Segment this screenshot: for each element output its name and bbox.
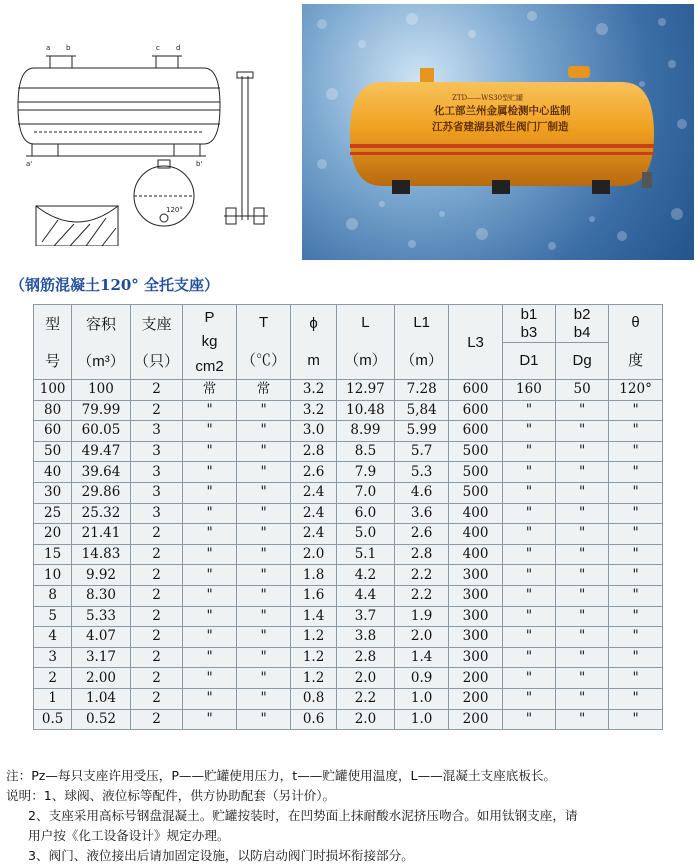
header-diameter: ϕ m <box>291 305 337 380</box>
section-heading: （钢筋混凝土120° 全托支座） <box>10 276 220 294</box>
table-cell: 29.86 <box>72 482 130 503</box>
table-cell: 14.83 <box>72 544 130 565</box>
drawing-label-a: a <box>46 44 51 52</box>
table-cell: 1.4 <box>291 606 337 627</box>
table-cell: 15 <box>34 544 72 565</box>
table-cell: 1.4 <box>395 647 449 668</box>
tank-technical-drawing <box>6 6 294 246</box>
table-cell: 2.4 <box>291 524 337 545</box>
table-cell: " <box>556 441 609 462</box>
table-cell: 21.41 <box>72 524 130 545</box>
table-cell: 5.3 <box>395 462 449 483</box>
table-cell: 7.9 <box>336 462 394 483</box>
table-cell: 2 <box>130 688 183 709</box>
table-cell: " <box>609 688 663 709</box>
table-cell: " <box>236 606 290 627</box>
table-cell: 500 <box>449 462 502 483</box>
drawing-label-d: d <box>176 44 181 52</box>
table-cell: 300 <box>449 606 502 627</box>
table-cell: 3.0 <box>291 421 337 442</box>
table-cell: " <box>236 462 290 483</box>
table-cell: " <box>183 482 237 503</box>
table-row <box>34 606 663 627</box>
table-row <box>34 647 663 668</box>
table-cell: 2.4 <box>291 482 337 503</box>
table-cell: 3 <box>130 441 183 462</box>
table-cell: 3 <box>34 647 72 668</box>
table-cell: 2 <box>130 606 183 627</box>
table-cell: 8.30 <box>72 585 130 606</box>
note-definitions: 注：Pz—每只支座许用受压，P——贮罐使用压力，t——贮罐使用温度，L——混凝土支座底板长。 <box>6 768 557 783</box>
table-cell: 300 <box>449 565 502 586</box>
table-cell: 3.7 <box>336 606 394 627</box>
table-cell: " <box>236 544 290 565</box>
table-cell: " <box>556 709 609 730</box>
table-cell: 6.0 <box>336 503 394 524</box>
table-cell: " <box>183 647 237 668</box>
table-cell: " <box>502 647 555 668</box>
table-cell: 1.04 <box>72 688 130 709</box>
table-cell: " <box>556 688 609 709</box>
table-cell: 3 <box>130 421 183 442</box>
table-cell: " <box>183 503 237 524</box>
table-cell: 常 <box>183 380 237 401</box>
drawing-label-a2: a' <box>26 160 33 168</box>
table-cell: " <box>609 627 663 648</box>
table-row <box>34 482 663 503</box>
table-cell: " <box>502 421 555 442</box>
table-cell: 25 <box>34 503 72 524</box>
table-cell: " <box>556 524 609 545</box>
header-temperature: T （℃） <box>236 305 290 380</box>
table-cell: " <box>183 688 237 709</box>
table-cell: " <box>556 647 609 668</box>
tank-label-line2: 江苏省建湖县派生阀门厂制造 <box>432 121 569 133</box>
table-cell: 100 <box>34 380 72 401</box>
table-cell: " <box>556 606 609 627</box>
table-cell: 2 <box>130 400 183 421</box>
table-cell: 8 <box>34 585 72 606</box>
header-d1: D1 <box>502 343 555 380</box>
table-row <box>34 585 663 606</box>
table-cell: 1.0 <box>395 709 449 730</box>
table-cell: 2 <box>130 647 183 668</box>
table-cell: 8.5 <box>336 441 394 462</box>
table-cell: " <box>609 585 663 606</box>
table-cell: 400 <box>449 524 502 545</box>
notes <box>6 766 696 866</box>
table-cell: 2 <box>130 585 183 606</box>
table-cell: 500 <box>449 482 502 503</box>
table-row <box>34 503 663 524</box>
table-cell: 2 <box>130 627 183 648</box>
table-cell: 2.0 <box>336 668 394 689</box>
table-cell: 2.0 <box>291 544 337 565</box>
table-cell: 1.8 <box>291 565 337 586</box>
table-cell: " <box>183 606 237 627</box>
table-cell: 2.4 <box>291 503 337 524</box>
table-cell: " <box>502 544 555 565</box>
table-cell: 7.0 <box>336 482 394 503</box>
table-row <box>34 421 663 442</box>
table-cell: 2.0 <box>395 627 449 648</box>
table-cell: " <box>236 524 290 545</box>
table-cell: " <box>183 421 237 442</box>
tank-photo <box>302 4 694 260</box>
table-cell: " <box>502 503 555 524</box>
table-cell: " <box>236 627 290 648</box>
table-cell: " <box>609 503 663 524</box>
table-cell: " <box>609 400 663 421</box>
table-cell: " <box>502 565 555 586</box>
table-cell: " <box>502 585 555 606</box>
table-cell: 2 <box>130 709 183 730</box>
table-cell: " <box>502 668 555 689</box>
table-cell: " <box>502 627 555 648</box>
table-cell: 500 <box>449 441 502 462</box>
note-item-3: 3、阀门、液位接出后请加固定设施，以防启动阀门时损坏衔接部分。 <box>28 848 414 863</box>
table-cell: " <box>556 565 609 586</box>
header-model: 型 号 <box>34 305 72 380</box>
table-cell: 40 <box>34 462 72 483</box>
table-cell: 4.6 <box>395 482 449 503</box>
table-cell: 1.0 <box>395 688 449 709</box>
table-cell: 8.99 <box>336 421 394 442</box>
table-cell: 2.8 <box>395 544 449 565</box>
table-cell: 0.5 <box>34 709 72 730</box>
table-cell: 2.0 <box>336 709 394 730</box>
table-cell: 2 <box>130 524 183 545</box>
table-row <box>34 668 663 689</box>
table-cell: 5.7 <box>395 441 449 462</box>
table-cell: 300 <box>449 627 502 648</box>
table-cell: 5.33 <box>72 606 130 627</box>
spec-table <box>33 304 663 730</box>
table-row <box>34 709 663 730</box>
table-cell: 5,84 <box>395 400 449 421</box>
table-cell: " <box>556 503 609 524</box>
table-cell: 3.2 <box>291 400 337 421</box>
table-cell: 4.07 <box>72 627 130 648</box>
table-cell: 1.9 <box>395 606 449 627</box>
table-cell: " <box>556 544 609 565</box>
table-cell: 10 <box>34 565 72 586</box>
table-cell: " <box>556 482 609 503</box>
table-cell: 300 <box>449 647 502 668</box>
table-cell: " <box>236 565 290 586</box>
table-cell: " <box>236 668 290 689</box>
table-cell: 79.99 <box>72 400 130 421</box>
table-row <box>34 544 663 565</box>
table-cell: " <box>502 606 555 627</box>
table-cell: " <box>609 441 663 462</box>
table-cell: " <box>183 668 237 689</box>
header-supports: 支座 （只） <box>130 305 183 380</box>
header-volume: 容积 （m³） <box>72 305 130 380</box>
table-cell: " <box>502 688 555 709</box>
table-cell: 2.6 <box>395 524 449 545</box>
table-cell: " <box>502 462 555 483</box>
table-cell: 3.17 <box>72 647 130 668</box>
table-cell: 2.6 <box>291 462 337 483</box>
table-cell: " <box>609 565 663 586</box>
table-cell: " <box>609 606 663 627</box>
table-cell: 12.97 <box>336 380 394 401</box>
table-cell: " <box>183 627 237 648</box>
table-cell: " <box>609 647 663 668</box>
header-theta: θ 度 <box>609 305 663 380</box>
header-length: L （m） <box>336 305 394 380</box>
drawing-label-b2: b' <box>196 160 203 168</box>
table-cell: 9.92 <box>72 565 130 586</box>
table-cell: " <box>183 544 237 565</box>
table-cell: " <box>183 524 237 545</box>
drawing-label-b: b <box>66 44 71 52</box>
table-cell: 25.32 <box>72 503 130 524</box>
table-row <box>34 565 663 586</box>
table-cell: " <box>183 400 237 421</box>
table-cell: " <box>502 524 555 545</box>
table-cell: " <box>502 400 555 421</box>
table-row <box>34 627 663 648</box>
table-cell: 2.8 <box>336 647 394 668</box>
table-cell: 3.6 <box>395 503 449 524</box>
table-cell: 1 <box>34 688 72 709</box>
table-cell: 200 <box>449 688 502 709</box>
header-dg: Dg <box>556 343 609 380</box>
table-cell: 2.8 <box>291 441 337 462</box>
table-cell: 3.2 <box>291 380 337 401</box>
table-cell: 100 <box>72 380 130 401</box>
table-cell: 160 <box>502 380 555 401</box>
table-cell: " <box>502 709 555 730</box>
table-cell: 3 <box>130 462 183 483</box>
table-cell: 0.52 <box>72 709 130 730</box>
table-cell: " <box>556 668 609 689</box>
table-cell: " <box>183 585 237 606</box>
table-cell: 4 <box>34 627 72 648</box>
drawing-label-c: c <box>156 44 160 52</box>
table-row <box>34 400 663 421</box>
table-cell: " <box>609 482 663 503</box>
table-cell: " <box>609 709 663 730</box>
table-cell: " <box>183 565 237 586</box>
table-cell: 1.2 <box>291 668 337 689</box>
table-cell: " <box>502 482 555 503</box>
table-cell: " <box>236 482 290 503</box>
table-cell: 200 <box>449 709 502 730</box>
table-cell: 10.48 <box>336 400 394 421</box>
tank-model-text: ZTD——WS30型贮罐 <box>452 94 524 102</box>
table-cell: " <box>236 400 290 421</box>
table-row <box>34 441 663 462</box>
table-cell: 600 <box>449 380 502 401</box>
table-cell: " <box>502 441 555 462</box>
table-cell: " <box>236 688 290 709</box>
table-cell: 60 <box>34 421 72 442</box>
table-cell: 2 <box>130 668 183 689</box>
table-cell: " <box>556 421 609 442</box>
table-cell: 1.6 <box>291 585 337 606</box>
table-cell: " <box>236 647 290 668</box>
table-cell: 4.4 <box>336 585 394 606</box>
table-cell: 0.9 <box>395 668 449 689</box>
table-cell: 0.6 <box>291 709 337 730</box>
tank-illustration <box>302 4 694 260</box>
table-cell: 4.2 <box>336 565 394 586</box>
table-cell: " <box>556 462 609 483</box>
table-cell: " <box>556 627 609 648</box>
table-row <box>34 462 663 483</box>
table-cell: 50 <box>556 380 609 401</box>
table-cell: 1.2 <box>291 647 337 668</box>
table-cell: 5 <box>34 606 72 627</box>
note-item-2: 2、支座采用高标号钢盘混凝土。贮罐按装时，在凹势面上抹耐酸水泥挤压吻合。如用钛钢支座，请 <box>28 808 578 823</box>
note-item-2-continued: 用户按《化工设备设计》规定办理。 <box>28 828 230 843</box>
table-cell: 600 <box>449 400 502 421</box>
table-cell: " <box>236 709 290 730</box>
table-cell: " <box>556 585 609 606</box>
table-cell: " <box>183 462 237 483</box>
table-cell: 5.1 <box>336 544 394 565</box>
table-cell: " <box>236 441 290 462</box>
table-cell: 2 <box>130 544 183 565</box>
table-cell: 常 <box>236 380 290 401</box>
table-cell: 2 <box>130 565 183 586</box>
drawing-angle-label: 120° <box>166 206 183 214</box>
table-cell: " <box>236 585 290 606</box>
table-cell: 0.8 <box>291 688 337 709</box>
table-cell: " <box>609 421 663 442</box>
table-cell: 2 <box>34 668 72 689</box>
note-item-1: 说明：1、球阀、液位标等配件，供方协助配套（另计价）。 <box>6 788 336 803</box>
table-cell: 1.2 <box>291 627 337 648</box>
table-cell: 2.00 <box>72 668 130 689</box>
table-cell: 2.2 <box>395 585 449 606</box>
table-cell: " <box>609 668 663 689</box>
table-cell: " <box>609 462 663 483</box>
table-cell: 200 <box>449 668 502 689</box>
table-cell: 600 <box>449 421 502 442</box>
header-length1: L1 （m） <box>395 305 449 380</box>
table-cell: " <box>609 524 663 545</box>
table-cell: 7.28 <box>395 380 449 401</box>
table-cell: 3.8 <box>336 627 394 648</box>
table-cell: " <box>183 441 237 462</box>
table-cell: 80 <box>34 400 72 421</box>
table-cell: 3 <box>130 482 183 503</box>
table-row <box>34 524 663 545</box>
table-cell: 30 <box>34 482 72 503</box>
header-l3: L3 <box>449 305 502 380</box>
tank-label-line1: 化工部兰州金属检测中心监制 <box>434 105 571 117</box>
table-cell: 2.2 <box>336 688 394 709</box>
table-cell: 300 <box>449 585 502 606</box>
table-cell: 400 <box>449 503 502 524</box>
table-row <box>34 688 663 709</box>
header-b2b4: b2 b4 <box>556 305 609 343</box>
table-cell: " <box>609 544 663 565</box>
table-cell: 3 <box>130 503 183 524</box>
table-cell: 60.05 <box>72 421 130 442</box>
table-cell: 49.47 <box>72 441 130 462</box>
header-b1b3: b1 b3 <box>502 305 555 343</box>
table-cell: 5.99 <box>395 421 449 442</box>
table-cell: 50 <box>34 441 72 462</box>
table-cell: 5.0 <box>336 524 394 545</box>
table-cell: " <box>556 400 609 421</box>
table-cell: 2.2 <box>395 565 449 586</box>
table-cell: 39.64 <box>72 462 130 483</box>
table-cell: " <box>183 709 237 730</box>
table-cell: 120° <box>609 380 663 401</box>
table-row <box>34 380 663 401</box>
table-cell: 2 <box>130 380 183 401</box>
table-cell: 400 <box>449 544 502 565</box>
table-cell: " <box>236 503 290 524</box>
header-pressure: P kg cm2 <box>183 305 237 380</box>
table-cell: 20 <box>34 524 72 545</box>
table-cell: " <box>236 421 290 442</box>
